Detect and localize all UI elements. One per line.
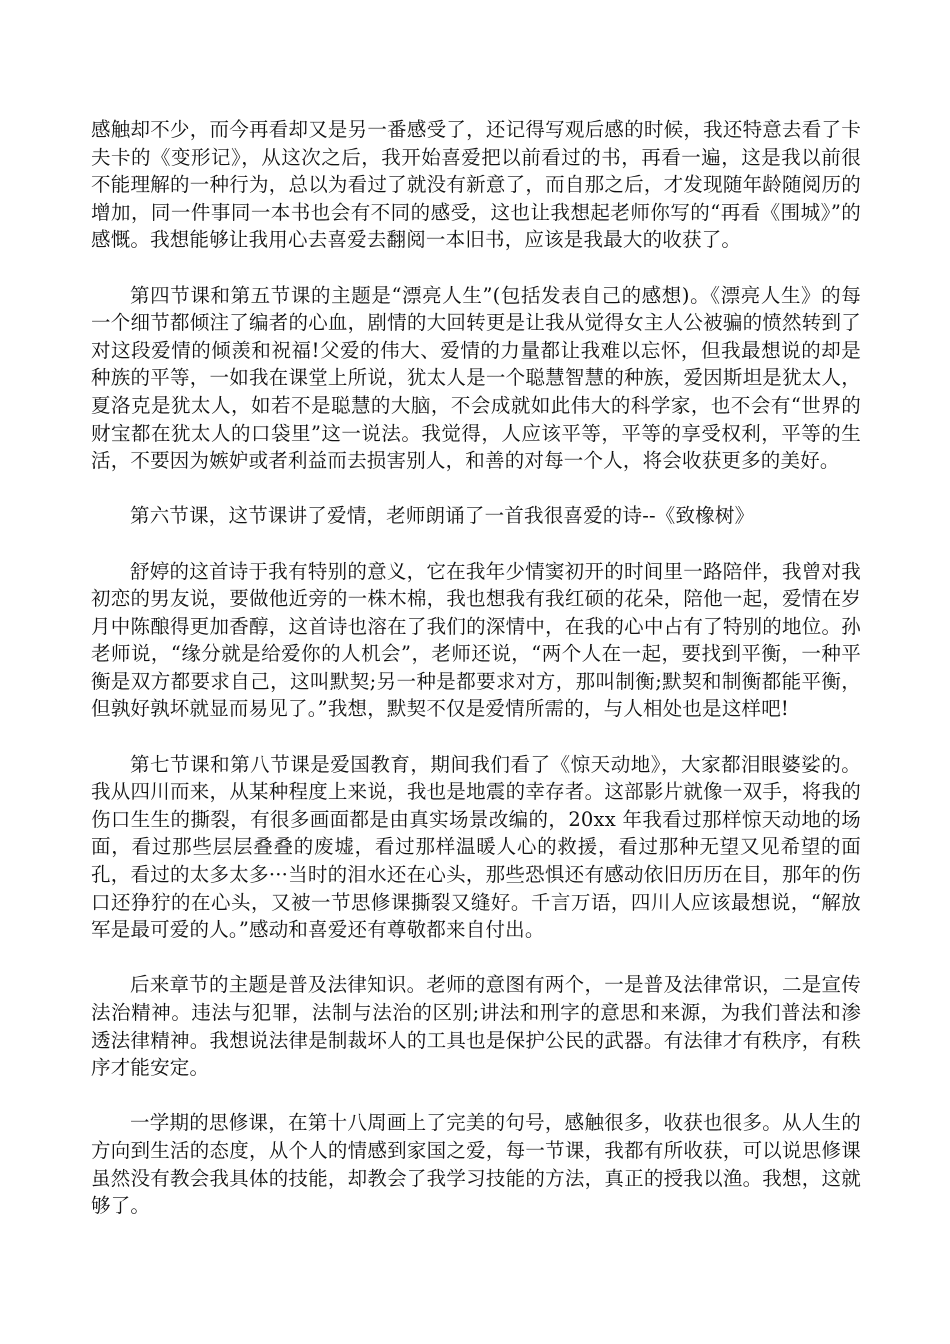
paragraph-1: 感触却不少，而今再看却又是另一番感受了，还记得写观后感的时候，我还特意去看了卡夫卡的《变形记》，从这次之后，我开始喜爱把以前看过的书，再看一遍，这是我以前很不能理解的一种行为，总以为看过了就没有新意了，而自那之后，才发现随年龄随阅历的增加，同一件事同一本书也会有不同的感受，这也让我想起老师你写的“再看《围城》”的感慨。我想能够让我用心去喜爱去翻阅一本旧书，应该是我最大的收获了。 [91, 118, 861, 252]
paragraph-6: 后来章节的主题是普及法律知识。老师的意图有两个，一是普及法律常识，二是宣传法治精神。违法与犯罪，法制与法治的区别;讲法和刑字的意思和来源，为我们普法和渗透法律精神。我想说法律是制裁坏人的工具也是保护公民的武器。有法律才有秩序，有秩序才能安定。 [91, 973, 861, 1080]
paragraph-7: 一学期的思修课，在第十八周画上了完美的句号，感触很多，收获也很多。从人生的方向到生活的态度，从个人的情感到家国之爱，每一节课，我都有所收获，可以说思修课虽然没有教会我具体的技能，却教会了我学习技能的方法，真正的授我以渔。我想，这就够了。 [91, 1111, 861, 1218]
paragraph-5: 第七节课和第八节课是爱国教育，期间我们看了《惊天动地》，大家都泪眼婆娑的。我从四川而来，从某种程度上来说，我也是地震的幸存者。这部影片就像一双手，将我的伤口生生的撕裂，有很多画面都是由真实场景改编的，20xx 年我看过那样惊天动地的场面，看过那些层层叠叠的废墟，看过那样温暖人心的救援，看过那种无望又见希望的面孔，看过的太多太多···当时的泪水还在心头，那些恐惧还有感动依旧历历在目，那年的伤口还狰狞的在心头，又被一节思修课撕裂又缝好。千言万语，四川人应该最想说，“解放军是最可爱的人。”感动和喜爱还有尊敬都来自付出。 [91, 752, 861, 942]
document-page [91, 116, 861, 1220]
paragraph-2: 第四节课和第五节课的主题是“漂亮人生”(包括发表自己的感想)。《漂亮人生》的每一个细节都倾注了编者的心血，剧情的大回转更是让我从觉得女主人公被骗的愤然转到了对这段爱情的倾羡和祝福!父爱的伟大、爱情的力量都让我难以忘怀，但我最想说的却是种族的平等，一如我在课堂上所说，犹太人是一个聪慧智慧的种族，爱因斯坦是犹太人，夏洛克是犹太人，如若不是聪慧的大脑，不会成就如此伟大的科学家，也不会有“世界的财宝都在犹太人的口袋里”这一说法。我觉得，人应该平等，平等的享受权利，平等的生活，不要因为嫉妒或者利益而去损害别人，和善的对每一个人，将会收获更多的美好。 [91, 283, 861, 473]
paragraph-4: 舒婷的这首诗于我有特别的意义，它在我年少情窦初开的时间里一路陪伴，我曾对我初恋的男友说，要做他近旁的一株木棉，我也想我有我红硕的花朵，陪他一起，爱情在岁月中陈酿得更加香醇，这首诗也溶在了我们的深情中，在我的心中占有了特别的地位。孙老师说，“缘分就是给爱你的人机会”，老师还说，“两个人在一起，要找到平衡，一种平衡是双方都要求自己，这叫默契;另一种是都要求对方，那叫制衡;默契和制衡都能平衡，但孰好孰坏就显而易见了。”我想，默契不仅是爱情所需的，与人相处也是这样吧! [91, 559, 861, 721]
paragraph-3: 第六节课，这节课讲了爱情，老师朗诵了一首我很喜爱的诗--《致橡树》 [130, 504, 755, 528]
